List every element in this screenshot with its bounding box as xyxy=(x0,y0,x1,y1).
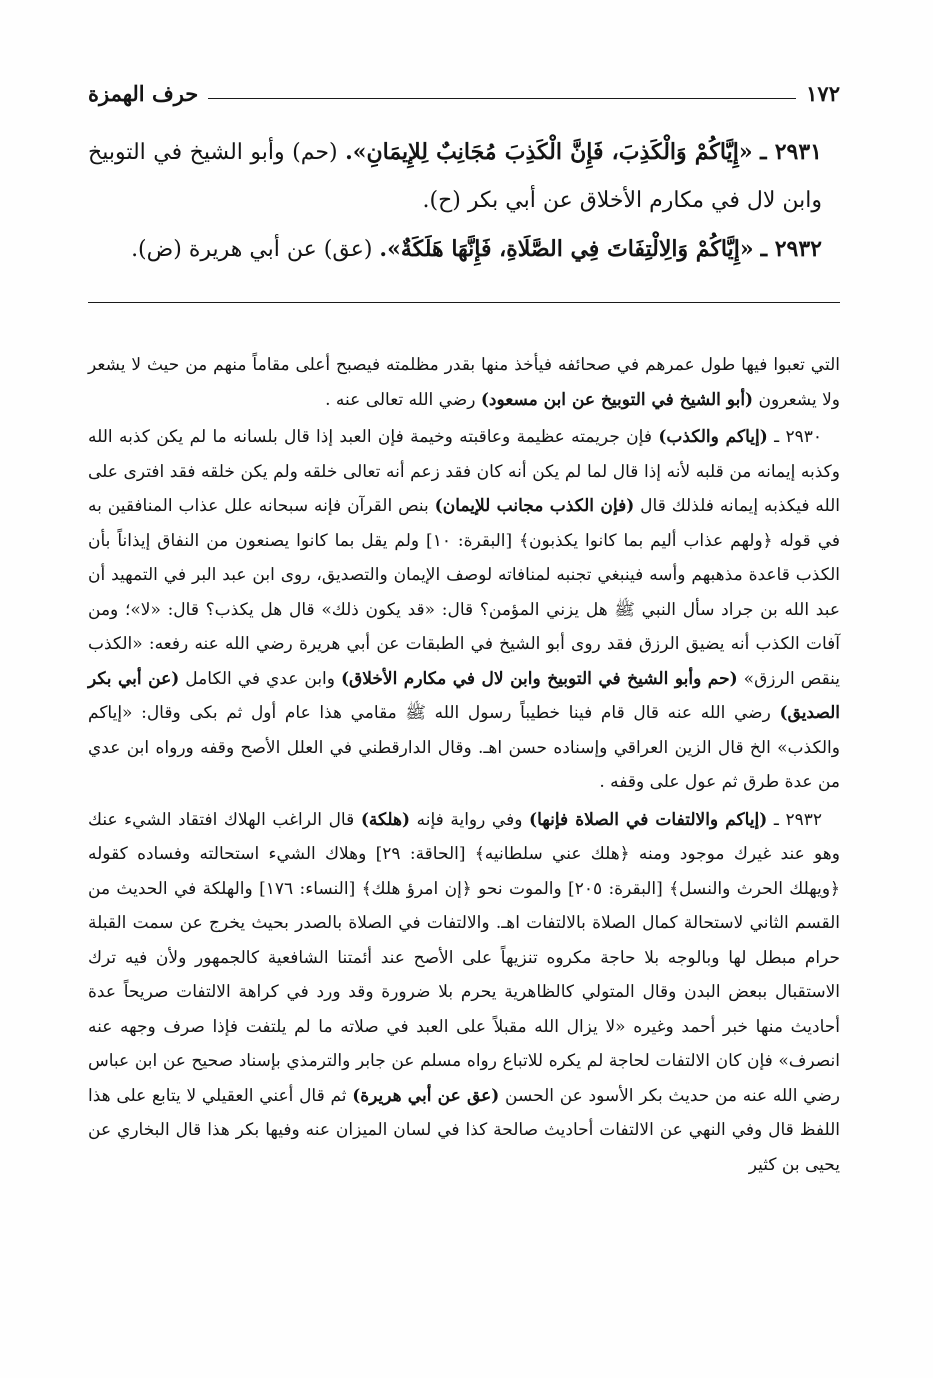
hadith-text-block xyxy=(88,128,840,274)
running-header xyxy=(88,72,840,106)
commentary-text: رضي الله عنه قال قام فينا خطيباً رسول الله ﷺ مقامي هذا عام أول ثم بكى وقال: «إياكم والكذب» الخ قال الزين العراقي وإسناده حسن اهـ. وقال الدارقطني في العلل الأصح وقفه ورواه ابن عدي من عدة طرق ثم عول على وقفه . xyxy=(88,703,840,792)
commentary-text: وفي رواية فإنه xyxy=(416,809,523,830)
commentary-text: بنص القرآن فإنه سبحانه علل عذاب المنافقين به في قوله ﴿ولهم عذاب أليم بما كانوا يكذبون﴾ [البقرة: ١٠] ولم يقل بما كانوا يصنعون من النفاق إيذاناً بأن الكذب قاعدة مذهبهم وأسه فينبغي تجنبه لمنافاته لوصف الإيمان والتصديق، روى ابن عبد البر في التمهيد أن عبد الله بن جراد سأل النبي ﷺ هل يزني المؤمن؟ قال: «قد يكون ذلك» قال هل يكذب؟ قال: «لا»؛ ومن آفات الكذب أنه يضيق الرزق فقد روى أبو الشيخ في الطبقات عن أبي هريرة رضي الله عنه رفعه: «الكذب ينقص الرزق» xyxy=(88,496,841,689)
commentary-text: ثم قال أعني العقيلي لا يتابع على هذا اللفظ قال وفي النهي عن الالتفات أحاديث صالحة كذا في لسان الميزان عنه وفيها بكر هذا قال البخاري عن يحيى بن كثير xyxy=(88,1085,840,1175)
commentary-text: قال الراغب الهلاك افتقاد الشيء عنك وهو عند غيرك موجود ومنه ﴿هلك عني سلطانيه﴾ [الحاقة: ٢٩] وهلاك الشيء استحالته وفساده كقوله ﴿ويهلك الحرث والنسل﴾ [البقرة: ٢٠٥] والموت نحو ﴿إن امرؤ هلك﴾ [النساء: ١٧٦] والهلكة في الحديث من القسم الثاني لاستحالة كمال الصلاة بالالتفات اهـ. والالتفات في الصلاة بالصدر بحيث يخرج عن سمت القبلة حرام مبطل لها وبالوجه بلا حاجة مكروه تنزيهاً على الأصح عند أئمتنا الشافعية كالجمهور ولأن فيه ترك الاستقبال ببعض البدن وقال المتولي كالظاهرية يحرم بلا ضرورة وقد ورد في كراهة الالتفات صريحاً عدة أحاديث منها خبر أحمد وغيره «لا يزال الله مقبلاً على العبد في صلاته ما لم يلتفت فإذا صرف وجهه عنه انصرف» فإن كان الالتفات لحاجة لم يكره للاتباع رواه مسلم عن جابر والترمذي بإسناد صحيح عن ابن عباس رضي الله عنه من حديث بكر الأسود عن الحسن xyxy=(88,809,841,1106)
commentary-text: فإن جريمته عظيمة وعاقبته وخيمة فإن العبد إذا قال بلسانه ما لم يكن كذبه الله وكذبه إيمانه من قلبه لأنه إذا قال لما لم يكن أنه كان فقد زعم أنه تعالى خلقه ولم يكن خلقه فقد افترى على الله فيكذبه إيمانه فلذلك قال xyxy=(88,427,840,516)
commentary-hadith-number: ٢٩٣٢ ـ xyxy=(773,809,823,830)
commentary-paragraph xyxy=(88,803,840,1183)
hadith-source: (عق) عن أبي هريرة (ض). xyxy=(131,237,373,262)
hadith-source: (حم) وأبو الشيخ في التوبيخ وابن لال في مكارم الأخلاق عن أبي بكر (ح). xyxy=(88,140,822,213)
hadith-number: ٢٩٣٢ ـ xyxy=(760,236,822,262)
commentary-lemma: (هلكة) xyxy=(360,809,411,830)
commentary-text: وابن عدي في الكامل xyxy=(185,668,335,689)
commentary-lemma: (فإن الكذب مجانب للإيمان) xyxy=(434,496,635,516)
commentary-text: رضي الله تعالى عنه . xyxy=(325,389,476,410)
commentary-paragraph xyxy=(88,348,840,417)
hadith-text: «إِيَّاكُمْ وَالِالْتِفَاتَ فِي الصَّلَاةِ، فَإِنَّهَا هَلَكَةٌ». xyxy=(379,236,754,262)
hadith-entry xyxy=(88,128,840,225)
commentary-block xyxy=(88,348,840,1185)
running-title: حرف الهمزة xyxy=(88,81,199,106)
commentary-citation: (عق عن أبي هريرة) xyxy=(352,1085,500,1106)
page-number: ١٧٢ xyxy=(806,81,840,106)
commentary-paragraph xyxy=(88,420,840,800)
commentary-citation: (حم وأبو الشيخ في التوبيخ وابن لال في مكارم الأخلاق) xyxy=(341,668,738,689)
commentary-lemma: (إياكم والالتفات في الصلاة فإنها) xyxy=(529,809,768,830)
commentary-lemma: (إياكم والكذب) xyxy=(658,427,768,447)
header-rule xyxy=(208,98,796,99)
commentary-citation: (عن أبي بكر الصديق) xyxy=(88,668,840,723)
hadith-entry xyxy=(88,225,840,274)
footnote-separator xyxy=(88,302,840,303)
hadith-number: ٢٩٣١ ـ xyxy=(760,139,822,165)
commentary-citation: (أبو الشيخ في التوبيخ عن ابن مسعود) xyxy=(480,389,754,410)
hadith-text: «إِيَّاكُمْ وَالْكَذِبَ، فَإِنَّ الْكَذِبَ مُجَانِبٌ لِلإِيمَانِ». xyxy=(345,139,753,165)
commentary-text: التي تعبوا فيها طول عمرهم في صحائفه فيأخذ منها بقدر مظلمته فيصبح أعلى مقاماً منهم من حيث لا يشعر ولا يشعرون xyxy=(88,355,840,410)
commentary-hadith-number: ٢٩٣٠ ـ xyxy=(774,427,823,447)
